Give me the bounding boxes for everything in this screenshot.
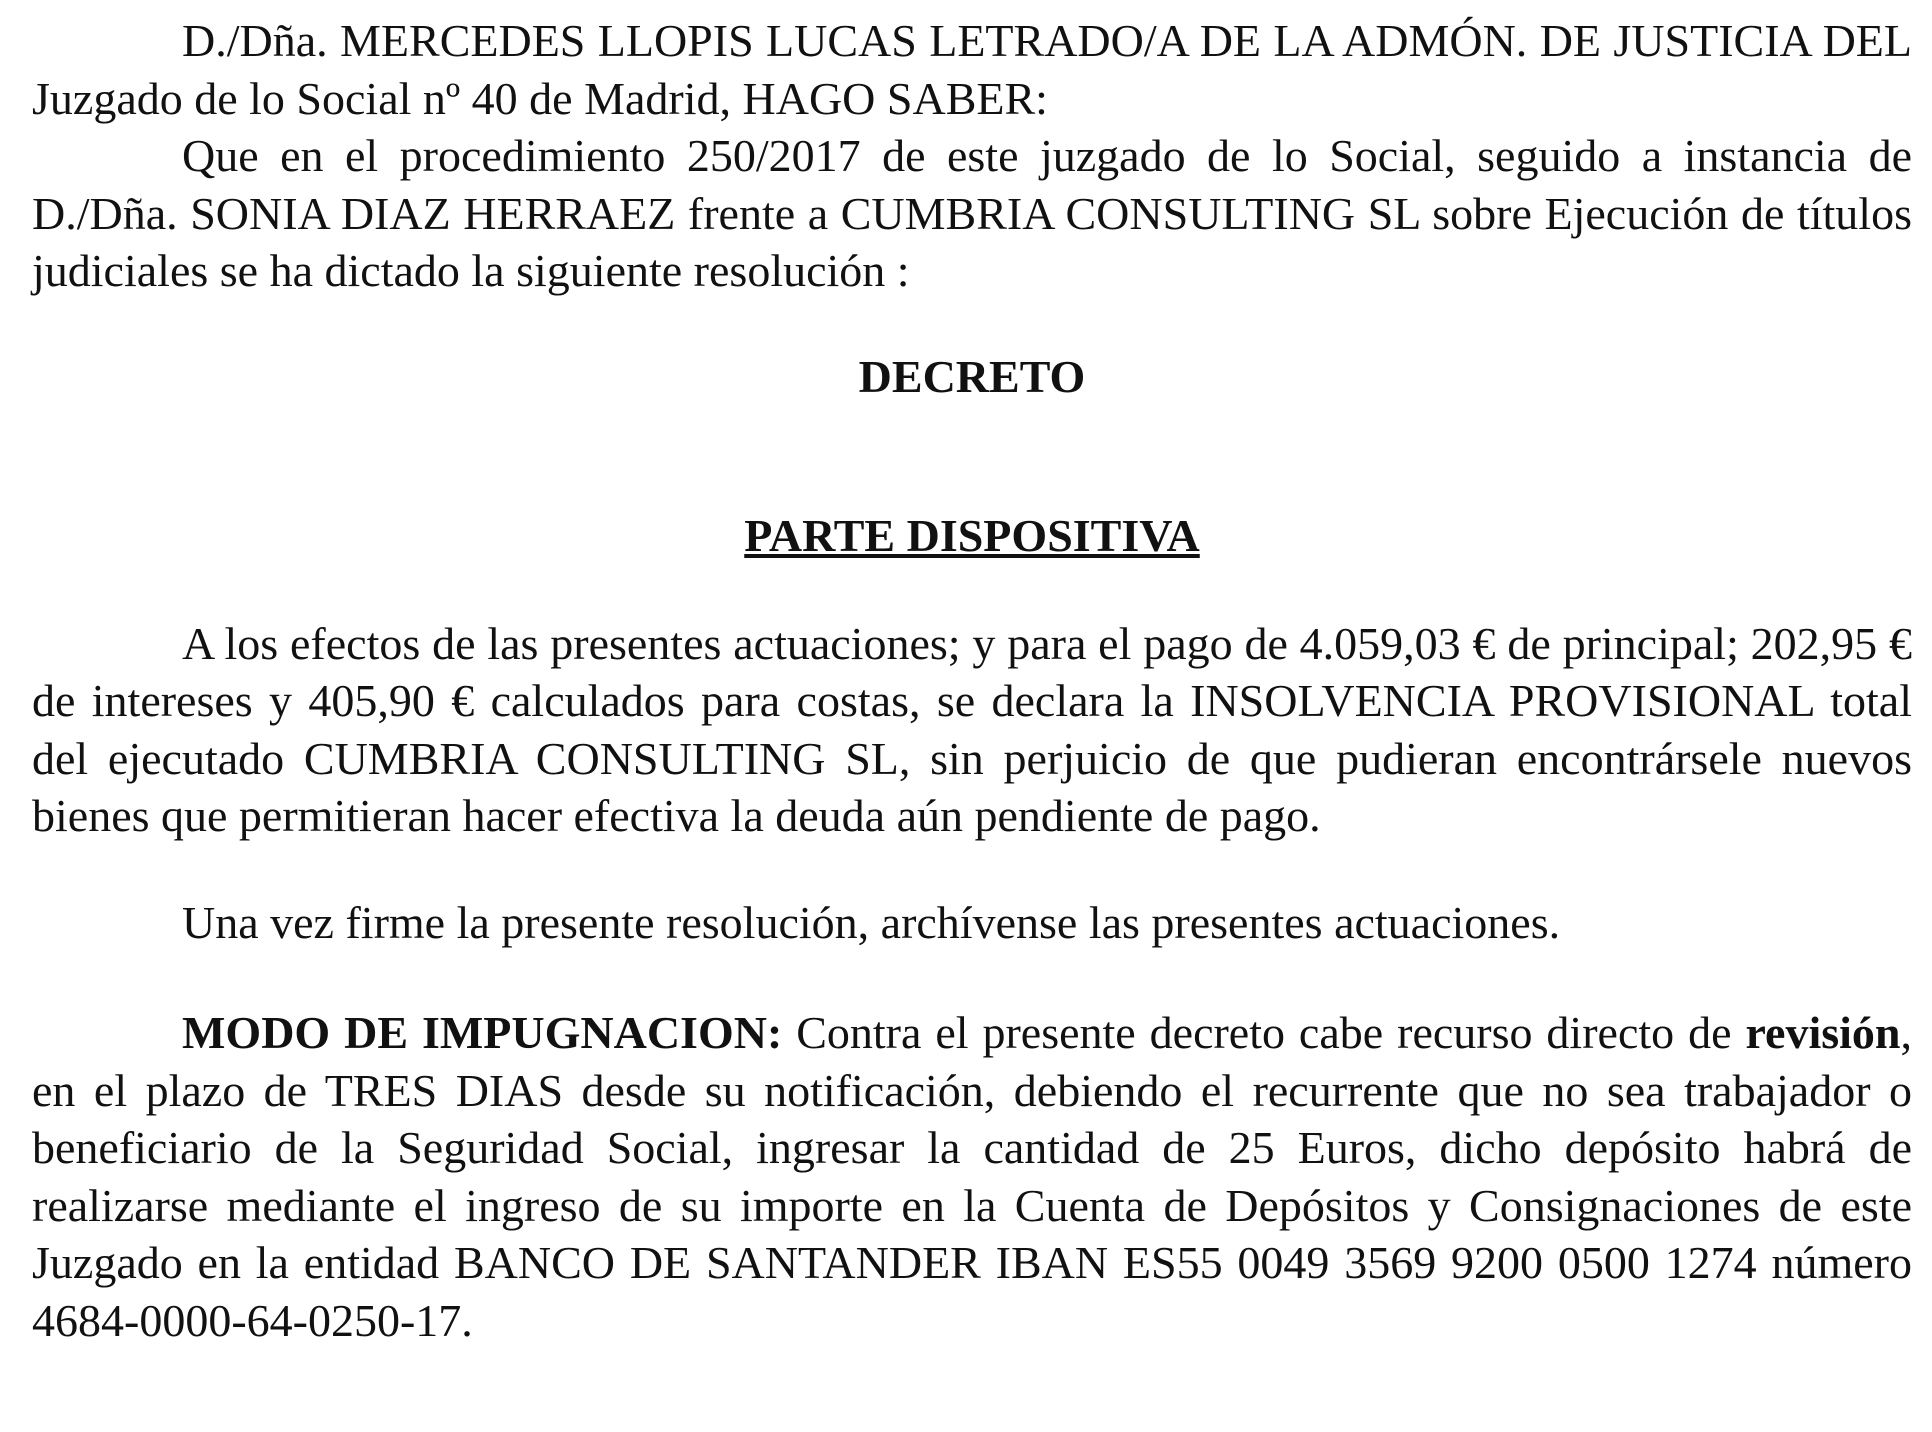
appeal-text-rest: , en el plazo de TRES DIAS desde su notificación, debiendo el recurrente que no sea trabajador o beneficiario de la Seguridad Social, ingresar la cantidad de 25 Euros, dicho depósito habrá de realizarse mediante el ingreso de su importe en la Cuenta de Depósitos y Consignaciones de este Juzgado en la entidad BANCO DE SANTANDER IBAN ES55 0049 3569 9200 0500 1274 número 4684-0000-64-0250-17. [32, 1007, 1912, 1346]
revision-keyword: revisión [1745, 1007, 1901, 1058]
appeal-paragraph [32, 1004, 1912, 1349]
appeal-label: MODO DE IMPUGNACION: [182, 1007, 783, 1058]
document-page [32, 12, 1912, 1349]
intro-paragraph-procedure: Que en el procedimiento 250/2017 de este juzgado de lo Social, seguido a instancia de D./Dña. SONIA DIAZ HERRAEZ frente a CUMBRIA CONSULTING SL sobre Ejecución de títulos judiciales se ha dictado la siguiente resolución : [32, 130, 1912, 296]
decree-title: DECRETO [858, 350, 1086, 402]
operative-part-title: PARTE DISPOSITIVA [744, 510, 1200, 561]
insolvency-paragraph: A los efectos de las presentes actuaciones; y para el pago de 4.059,03 € de principal; 202,95 € de intereses y 405,90 € calculados para costas, se declara la INSOLVENCIA PROVISIONAL total del ejecutado CUMBRIA CONSULTING SL, sin perjuicio de que pudieran encontrársele nuevos bienes que permitieran hacer efectiva la deuda aún pendiente de pago. [32, 617, 1912, 841]
archive-paragraph: Una vez firme la presente resolución, archívense las presentes actuaciones. [182, 896, 1561, 948]
intro-paragraph-clerk: D./Dña. MERCEDES LLOPIS LUCAS LETRADO/A DE LA ADMÓN. DE JUSTICIA DEL Juzgado de lo Social nº 40 de Madrid, HAGO SABER: [32, 15, 1912, 124]
appeal-text-start: Contra el presente decreto cabe recurso directo de [782, 1007, 1746, 1058]
